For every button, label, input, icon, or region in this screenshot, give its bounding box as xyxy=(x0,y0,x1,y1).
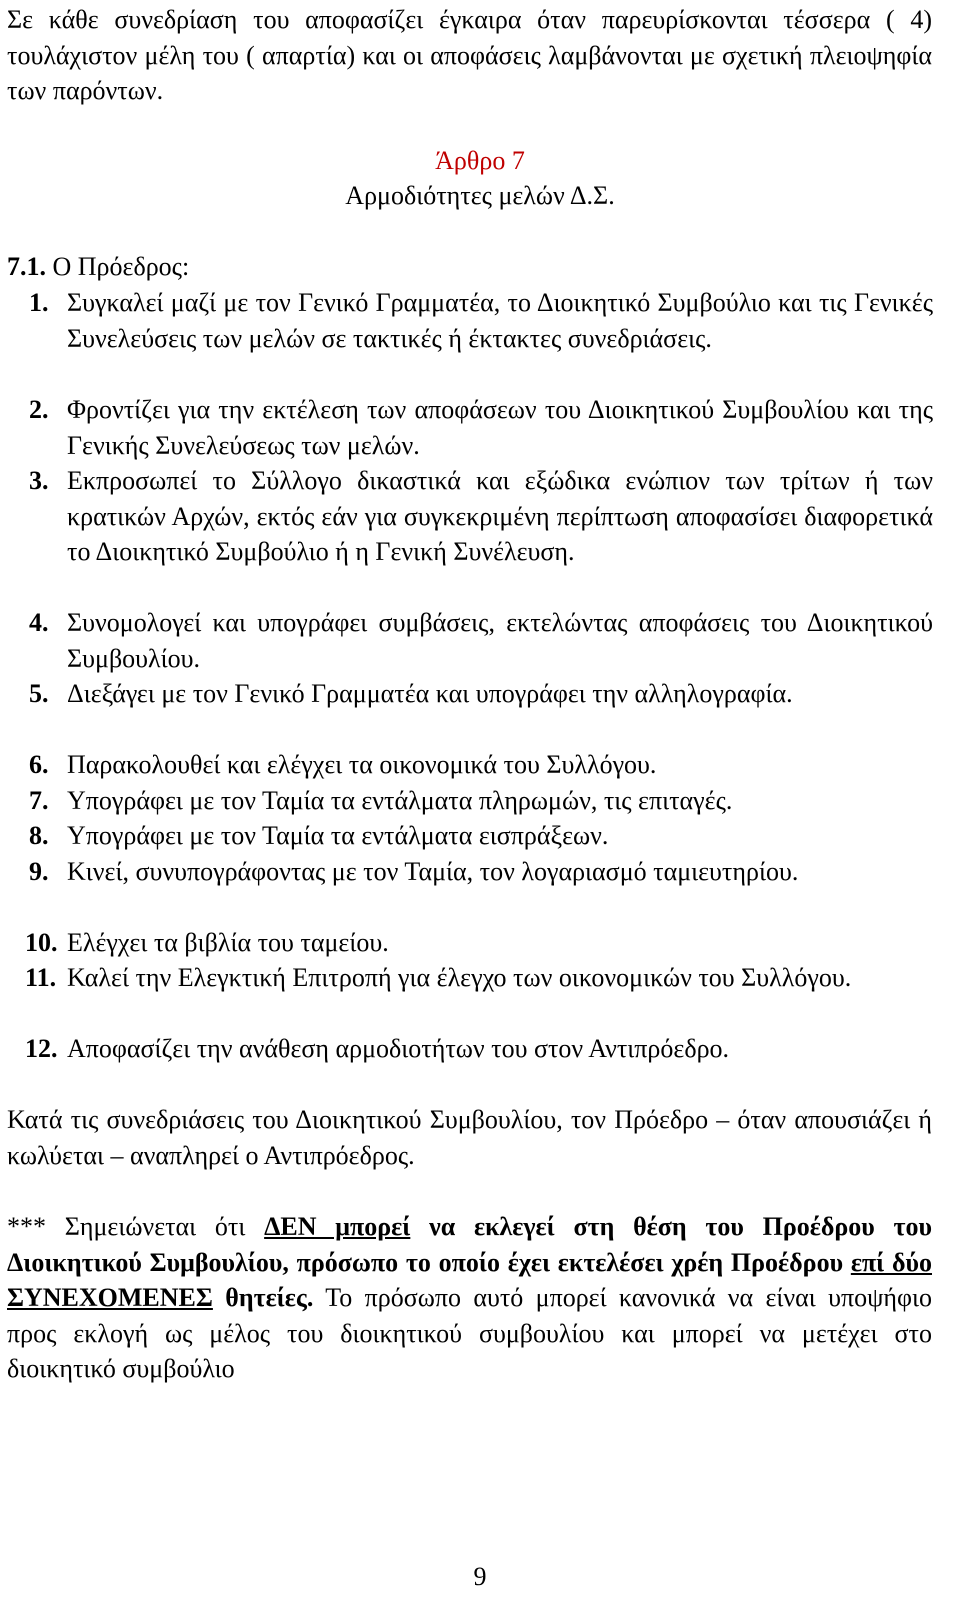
list-item-text: Υπογράφει με τον Ταμία τα εντάλματα εισπράξεων. xyxy=(67,821,609,850)
list-item-text: Συνομολογεί και υπογράφει συμβάσεις, εκτελώντας αποφάσεις του Διοικητικού Συμβουλίου. xyxy=(67,608,933,673)
note-prefix: *** Σημειώνεται ότι xyxy=(7,1212,265,1241)
list-item xyxy=(29,747,933,783)
list-item xyxy=(29,463,933,570)
list-item xyxy=(29,854,933,890)
absence-paragraph: Κατά τις συνεδριάσεις του Διοικητικού Συμβουλίου, τον Πρόεδρο – όταν απουσιάζει ή κωλύεται – αναπληρεί ο Αντιπρόεδρος. xyxy=(7,1105,932,1170)
article-title: Άρθρο 7 xyxy=(435,146,525,175)
note-bold-end: θητείες. xyxy=(212,1283,314,1312)
list-item-number: 12. xyxy=(25,1034,58,1063)
list-item-text: Ελέγχει τα βιβλία του ταμείου. xyxy=(67,928,389,957)
list-item-number: 3. xyxy=(29,466,49,495)
list-item-text: Υπογράφει με τον Ταμία τα εντάλματα πληρωμών, τις επιταγές. xyxy=(67,786,733,815)
list-item-text: Αποφασίζει την ανάθεση αρμοδιοτήτων του στον Αντιπρόεδρο. xyxy=(67,1034,730,1063)
list-item-number: 7. xyxy=(29,786,49,815)
list-item xyxy=(29,285,933,356)
list-item xyxy=(25,960,933,996)
list-item xyxy=(29,392,933,463)
list-item-text: Διεξάγει με τον Γενικό Γραμματέα και υπογράφει την αλληλογραφία. xyxy=(67,679,793,708)
section-label: Ο Πρόεδρος: xyxy=(46,252,190,281)
list-item-number: 4. xyxy=(29,608,49,637)
list-item-text: Παρακολουθεί και ελέγχει τα οικονομικά του Συλλόγου. xyxy=(67,750,657,779)
list-item-number: 9. xyxy=(29,857,49,886)
section-number: 7.1. xyxy=(7,252,46,281)
article-subtitle: Αρμοδιότητες μελών Δ.Σ. xyxy=(345,181,615,210)
list-item-text: Συγκαλεί μαζί με τον Γενικό Γραμματέα, το Διοικητικό Συμβούλιο και τις Γενικές Συνελεύσεις των μελών σε τακτικές ή έκτακτες συνεδριάσεις. xyxy=(67,288,933,353)
note-paragraph xyxy=(7,1209,932,1387)
list-item-number: 10. xyxy=(25,928,58,957)
list-item-text: Εκπροσωπεί το Σύλλογο δικαστικά και εξώδικα ενώπιον των τρίτων ή των κρατικών Αρχών, εκτός εάν για συγκεκριμένη περίπτωση αποφασίσει διαφορετικά το Διοικητικό Συμβούλιο ή η Γενική Συνέλευση. xyxy=(67,466,933,566)
list-item xyxy=(25,925,933,961)
page-number: 9 xyxy=(473,1562,487,1591)
list-item xyxy=(29,605,933,676)
note-bold-text: να εκλεγεί στη θέση του Προέδρου του Διοικητικού Συμβουλίου, πρόσωπο το οποίο έχει εκτελέσει χρέη Προέδρου xyxy=(7,1212,932,1277)
list-item-number: 6. xyxy=(29,750,49,779)
list-item-number: 1. xyxy=(29,288,49,317)
list-item-number: 8. xyxy=(29,821,49,850)
list-item-number: 2. xyxy=(29,395,49,424)
list-item xyxy=(25,1031,933,1067)
list-item-text: Καλεί την Ελεγκτική Επιτροπή για έλεγχο των οικονομικών του Συλλόγου. xyxy=(67,963,852,992)
intro-paragraph: Σε κάθε συνεδρίαση του αποφασίζει έγκαιρα όταν παρευρίσκονται τέσσερα ( 4) τουλάχιστον μέλη του ( απαρτία) και οι αποφάσεις λαμβάνονται με σχετική πλειοψηφία των παρόντων. xyxy=(7,5,932,105)
list-item xyxy=(29,676,933,712)
note-underlined-text: επί δύο ΣΥΝΕΧΟΜΕΝΕΣ xyxy=(7,1247,932,1312)
note-emphasis: ΔΕΝ μπορεί xyxy=(264,1212,411,1241)
list-item xyxy=(29,783,933,819)
list-item-text: Φροντίζει για την εκτέλεση των αποφάσεων του Διοικητικού Συμβουλίου και της Γενικής Συνελεύσεως των μελών. xyxy=(67,395,933,460)
list-item-number: 11. xyxy=(25,963,57,992)
note-rest: Το πρόσωπο αυτό μπορεί κανονικά να είναι υποψήφιο προς εκλογή ως μέλος του διοικητικού συμβουλίου και μπορεί να μετέχει στο διοικητικό συμβούλιο xyxy=(7,1283,932,1383)
list-item xyxy=(29,818,933,854)
list-item-text: Κινεί, συνυπογράφοντας με τον Ταμία, τον λογαριασμό ταμιευτηρίου. xyxy=(67,857,799,886)
list-item-number: 5. xyxy=(29,679,49,708)
section-heading xyxy=(7,249,189,284)
